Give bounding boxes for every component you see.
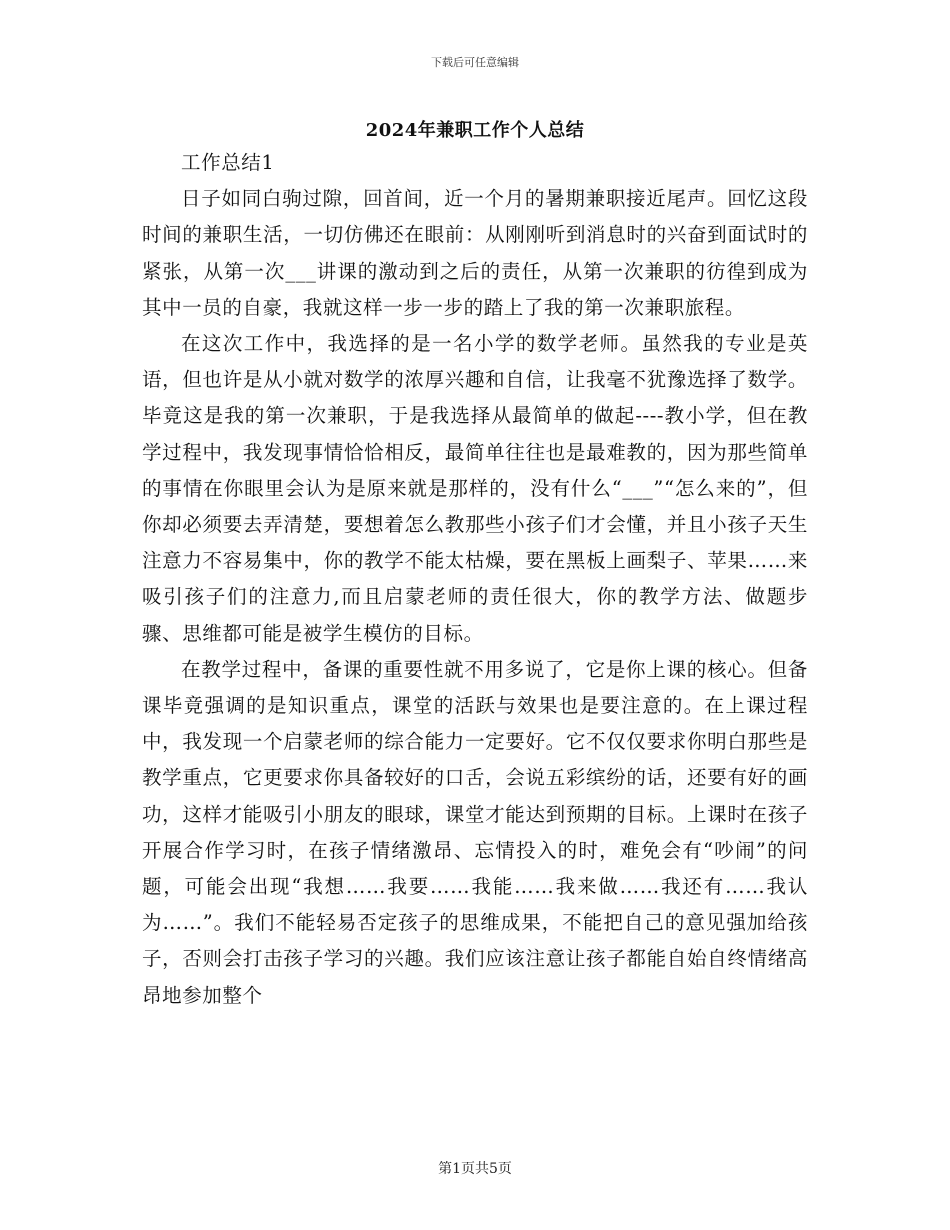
section-heading: 工作总结1 (181, 151, 275, 174)
page-footer: 第1页共5页 (438, 1161, 512, 1177)
paragraph-3: 在教学过程中，备课的重要性就不用多说了，它是你上课的核心。但备课毕竟强调的是知识重点，课堂的活跃与效果也是要注意的。在上课过程中，我发现一个启蒙老师的综合能力一定要好。它不仅仅要求你明白那些是教学重点，它更要求你具备较好的口舌，会说五彩缤纷的话，还要有好的画功，这样才能吸引小朋友的眼球，课堂才能达到预期的目标。上课时在孩子开展合作学习时，在孩子情绪激昂、忘情投入的时，难免会有“吵闹”的问题，可能会出现“我想……我要……我能……我来做……我还有……我认为……”。我们不能轻易否定孩子的思维成果，不能把自己的意见强加给孩子，否则会打击孩子学习的兴趣。我们应该注意让孩子都能自始自终情绪高昂地参加整个 (142, 657, 808, 1007)
document-body (142, 145, 808, 1014)
paragraph-1: 日子如同白驹过隙，回首间，近一个月的暑期兼职接近尾声。回忆这段时间的兼职生活，一切仿佛还在眼前：从刚刚听到消息时的兴奋到面试时的紧张，从第一次___讲课的激动到之后的责任，从第一次兼职的彷徨到成为其中一员的自豪，我就这样一步一步的踏上了我的第一次兼职旅程。 (142, 187, 808, 319)
header-note: 下载后可任意编辑 (431, 56, 519, 69)
document-title: 2024年兼职工作个人总结 (365, 120, 585, 141)
paragraph-2: 在这次工作中，我选择的是一名小学的数学老师。虽然我的专业是英语，但也许是从小就对数学的浓厚兴趣和自信，让我毫不犹豫选择了数学。毕竟这是我的第一次兼职，于是我选择从最简单的做起----教小学，但在教学过程中，我发现事情恰恰相反，最简单往往也是最难教的，因为那些简单的事情在你眼里会认为是原来就是那样的，没有什么“___”“怎么来的”，但你却必须要去弄清楚，要想着怎么教那些小孩子们才会懂，并且小孩子天生注意力不容易集中，你的教学不能太枯燥，要在黑板上画梨子、苹果……来吸引孩子们的注意力,而且启蒙老师的责任很大，你的教学方法、做题步骤、思维都可能是被学生模仿的目标。 (142, 332, 808, 645)
